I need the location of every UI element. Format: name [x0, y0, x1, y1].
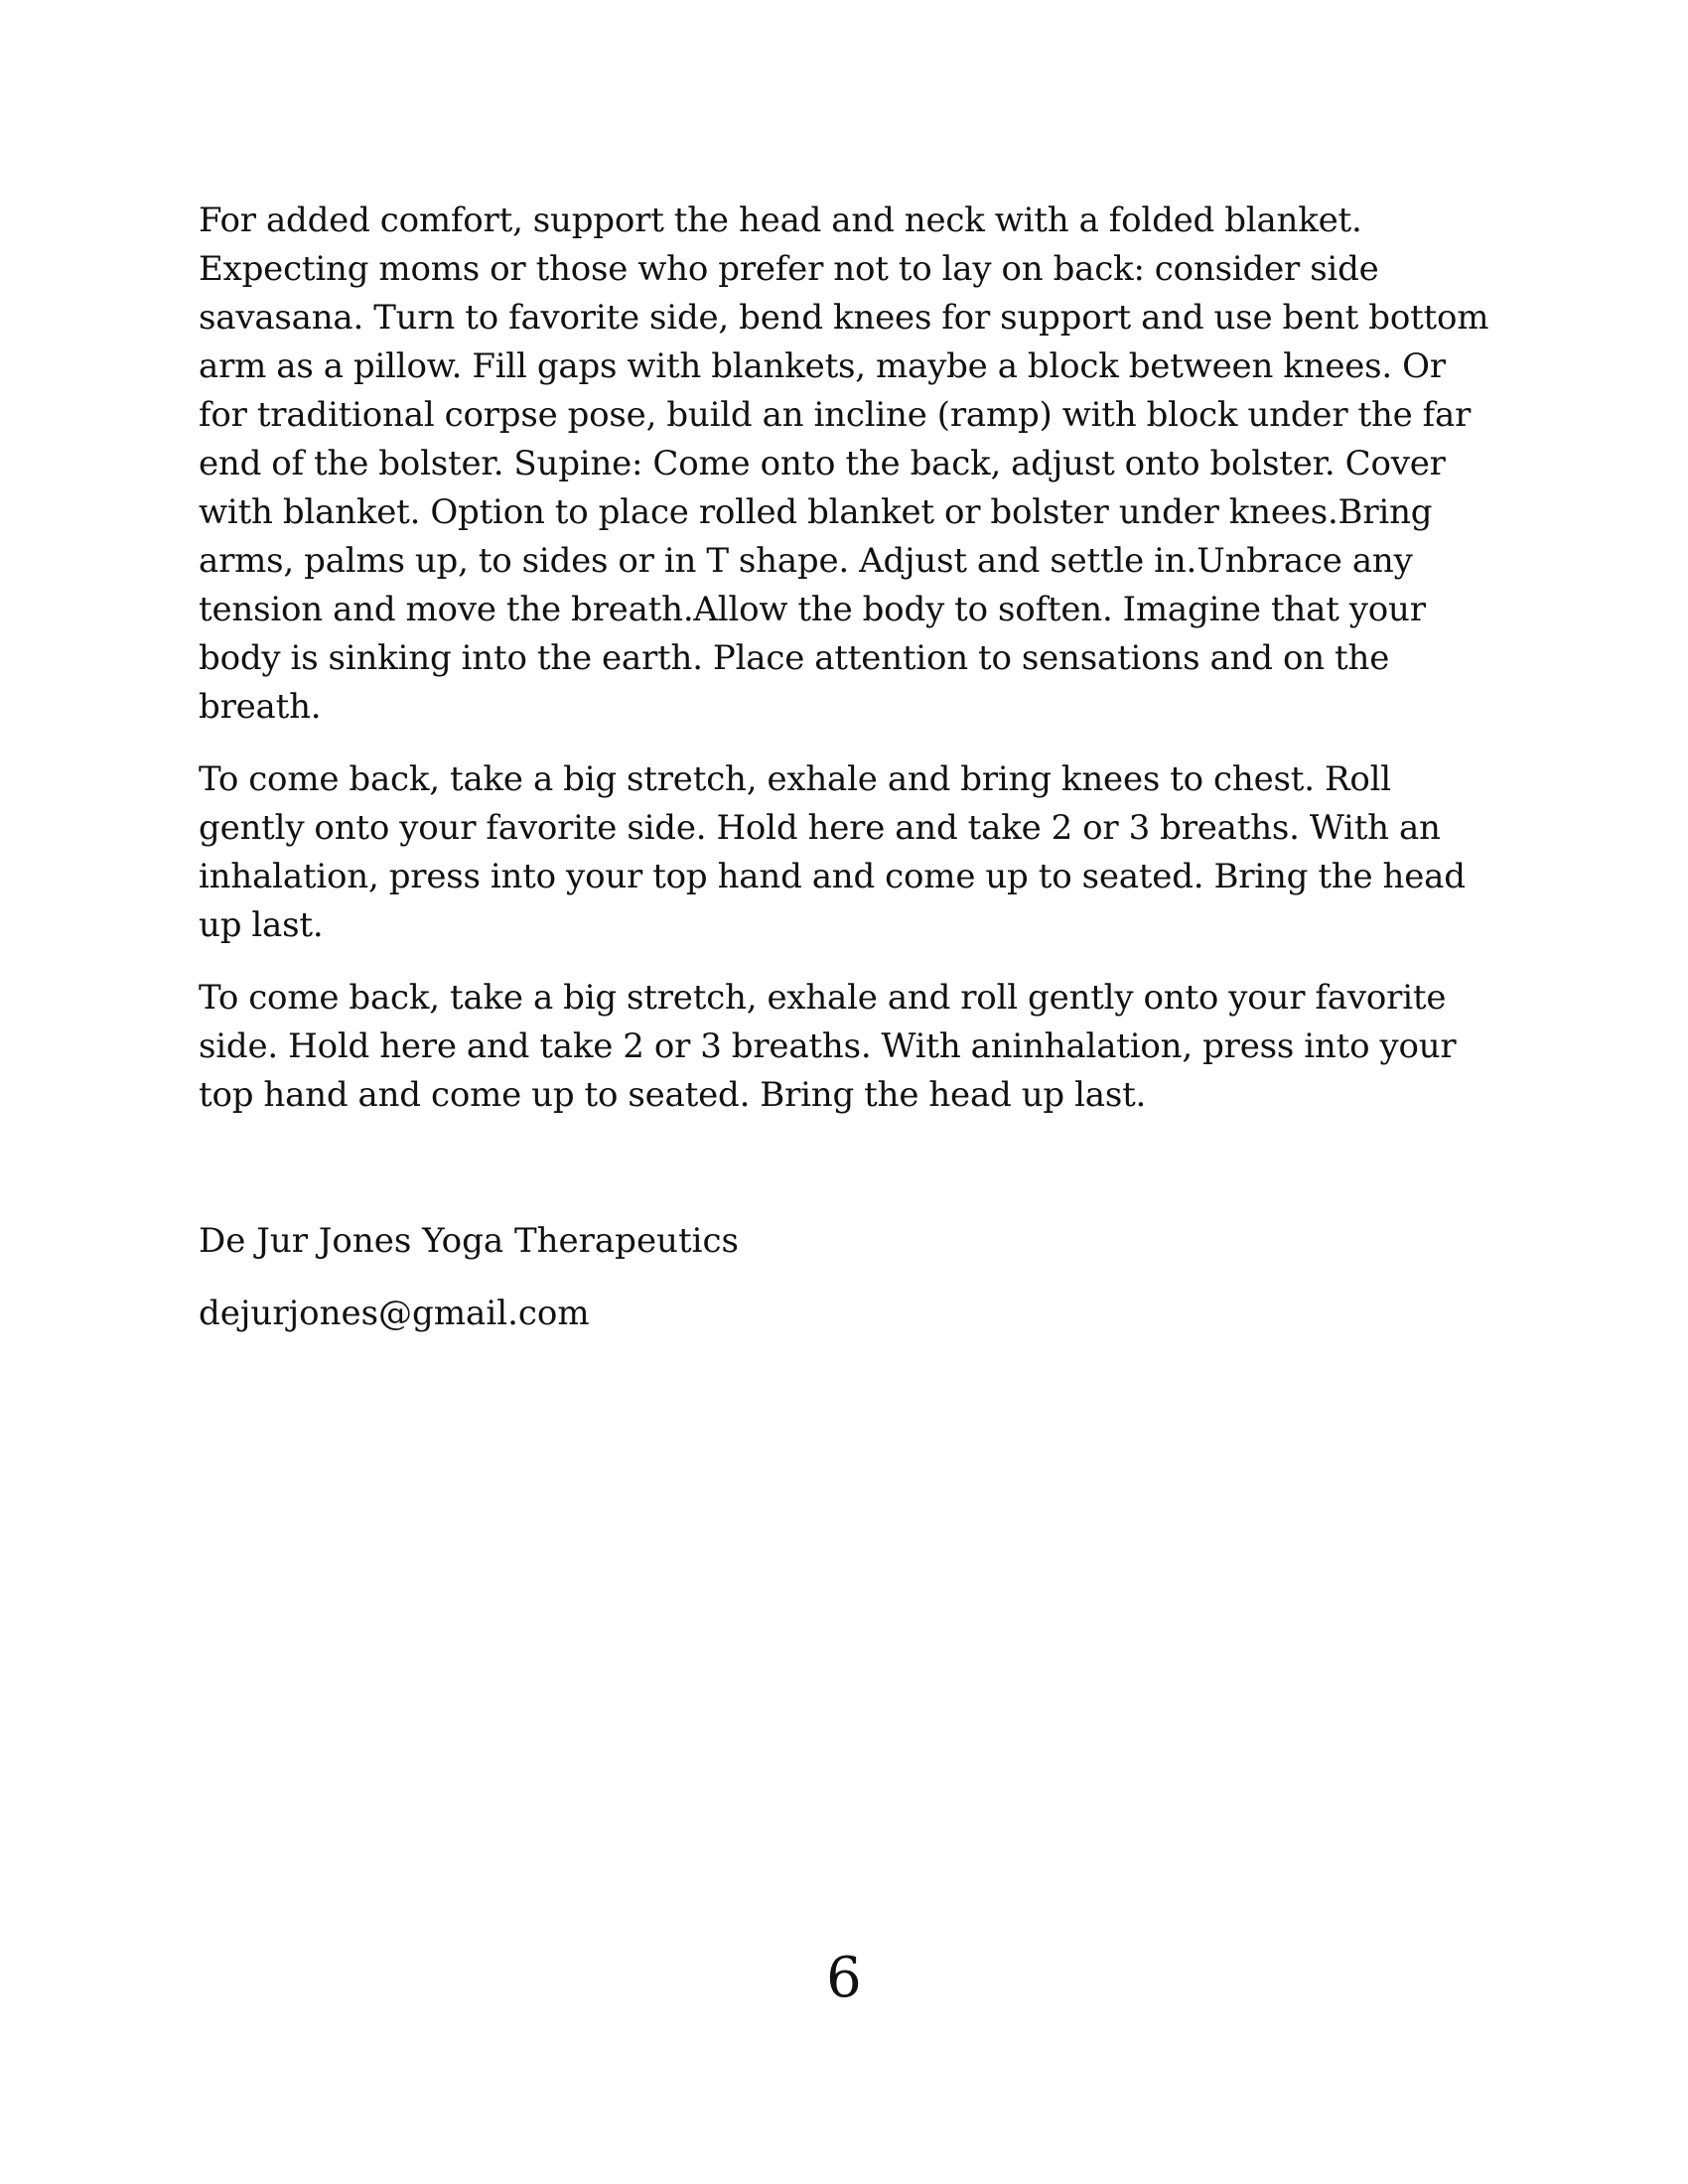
paragraph-come-back-roll: To come back, take a big stretch, exhale and roll gently onto your favorite side. Hold here and take 2 or 3 breaths. With aninhalation, press into your top hand and come up to seated. Bring the head up last.: [199, 978, 1457, 1115]
organization-name: De Jur Jones Yoga Therapeutics: [199, 1221, 739, 1261]
page-content: [199, 197, 1499, 1362]
section-spacer: [199, 1144, 1499, 1217]
contact-email: dejurjones@gmail.com: [199, 1294, 590, 1333]
paragraph-come-back-knees: To come back, take a big stretch, exhale and bring knees to chest. Roll gently onto your favorite side. Hold here and take 2 or 3 breaths. With an inhalation, press into your top hand and come up to seated. Bring the head up last.: [199, 759, 1466, 945]
paragraph-savasana-setup: For added comfort, support the head and neck with a folded blanket. Expecting moms or those who prefer not to lay on back: consider side savasana. Turn to favorite side, bend knees for support and use bent bottom arm as a pillow. Fill gaps with blankets, maybe a block between knees. Or for traditional corpse pose, build an incline (ramp) with block under the far end of the bolster. Supine: Come onto the back, adjust onto bolster. Cover with blanket. Option to place rolled blanket or bolster under knees.Bring arms, palms up, to sides or in T shape. Adjust and settle in.Unbrace any tension and move the breath.Allow the body to soften. Imagine that your body is sinking into the earth. Place attention to sensations and on the breath.: [199, 201, 1489, 727]
page-number: 6: [826, 1946, 862, 2010]
